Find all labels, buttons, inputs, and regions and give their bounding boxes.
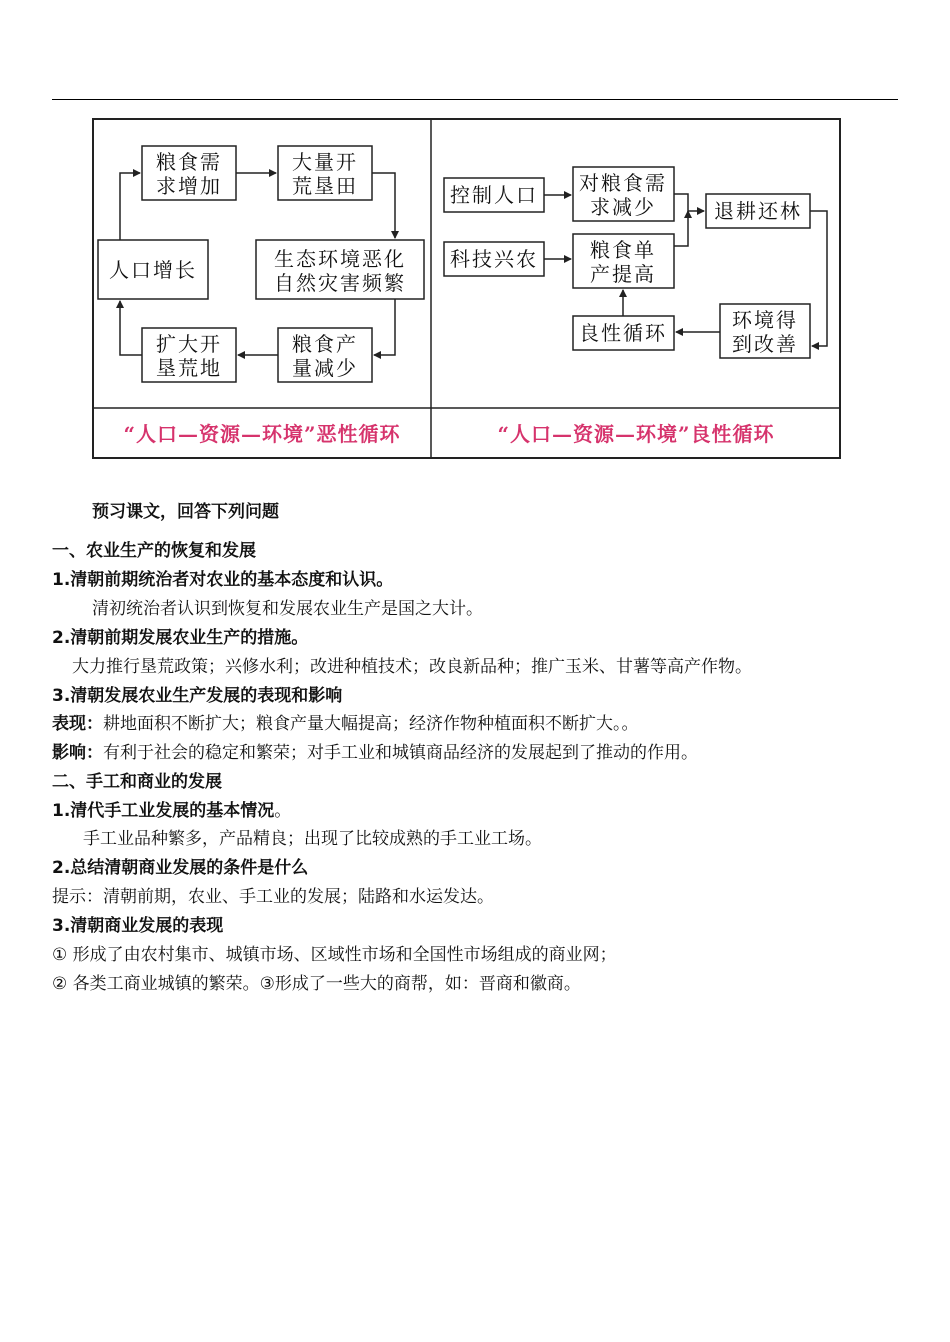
- caption-virtuous-cycle: “人口—资源—环境”良性循环: [497, 422, 775, 446]
- label-food-decrease-2: 量减少: [292, 356, 358, 380]
- answer-1: 清初统治者认识到恢复和发展农业生产是国之大计。: [92, 599, 483, 619]
- answer-3-performance-text: 耕地面积不断扩大；粮食产量大幅提高；经济作物种植面积不断扩大。。: [103, 714, 639, 734]
- cycle-diagram: [92, 118, 841, 459]
- answer-3-performance-label: 表现：: [52, 714, 103, 734]
- label-virtuous: 良性循环: [579, 321, 667, 345]
- intro-line: 预习课文，回答下列问题: [92, 502, 279, 522]
- label-food-demand-1: 粮食需: [156, 150, 222, 174]
- header-rule: [52, 99, 898, 100]
- label-eco-deteriorate-1: 生态环境恶化: [274, 247, 406, 271]
- answer-6-a: ① 形成了由农村集市、城镇市场、区域性市场和全国性市场组成的商业网；: [52, 945, 617, 965]
- label-food-decrease-1: 粮食产: [292, 332, 358, 356]
- answer-3-influence-label: 影响：: [52, 743, 103, 763]
- question-2: 2.清朝前期发展农业生产的措施。: [52, 628, 309, 648]
- section-2-title: 二、手工和商业的发展: [52, 772, 222, 792]
- section-1-title: 一、农业生产的恢复和发展: [52, 541, 256, 561]
- label-env-improve-1: 环境得: [732, 308, 798, 332]
- answer-4: 手工业品种繁多，产品精良；出现了比较成熟的手工业工场。: [83, 829, 542, 849]
- label-tech-agri: 科技兴农: [450, 247, 538, 271]
- answer-3-influence: [52, 743, 698, 763]
- label-expand-reclaim-1: 扩大开: [156, 332, 222, 356]
- label-mass-reclaim-2: 荒垦田: [292, 174, 358, 198]
- cycle-diagram-svg: [92, 118, 841, 459]
- answer-3-influence-text: 有利于社会的稳定和繁荣；对手工业和城镇商品经济的发展起到了推动的作用。: [103, 743, 698, 763]
- caption-vicious-cycle: “人口—资源—环境”恶性循环: [123, 422, 401, 446]
- question-1: 1.清朝前期统治者对农业的基本态度和认识。: [52, 570, 394, 590]
- question-3: 3.清朝发展农业生产发展的表现和影响: [52, 686, 343, 706]
- label-return-forest: 退耕还林: [714, 199, 802, 223]
- answer-6-b: ② 各类工商业城镇的繁荣。③形成了一些大的商帮，如：晋商和徽商。: [52, 974, 581, 994]
- label-env-improve-2: 到改善: [732, 332, 798, 356]
- question-4: [52, 801, 291, 821]
- label-population-growth: 人口增长: [109, 258, 197, 282]
- label-eco-deteriorate-2: 自然灾害频繁: [274, 271, 406, 295]
- label-yield-up-1: 粮食单: [590, 238, 656, 262]
- label-yield-up-2: 产提高: [590, 262, 656, 286]
- label-control-population: 控制人口: [450, 183, 538, 207]
- label-mass-reclaim-1: 大量开: [292, 150, 358, 174]
- answer-2: 大力推行垦荒政策；兴修水利；改进种植技术；改良新品种；推广玉米、甘薯等高产作物。: [72, 657, 752, 677]
- question-6: 3.清朝商业发展的表现: [52, 916, 224, 936]
- answer-5: 提示：清朝前期，农业、手工业的发展；陆路和水运发达。: [52, 887, 494, 907]
- answer-3-performance: [52, 714, 639, 734]
- label-less-demand-1: 对粮食需: [579, 171, 667, 195]
- label-food-demand-2: 求增加: [156, 174, 222, 198]
- label-less-demand-2: 求减少: [590, 195, 656, 219]
- label-expand-reclaim-2: 垦荒地: [156, 356, 222, 380]
- question-4-end: 。: [274, 801, 292, 821]
- question-5: 2.总结清朝商业发展的条件是什么: [52, 858, 309, 878]
- question-4-text: 1.清代手工业发展的基本情况: [52, 801, 275, 821]
